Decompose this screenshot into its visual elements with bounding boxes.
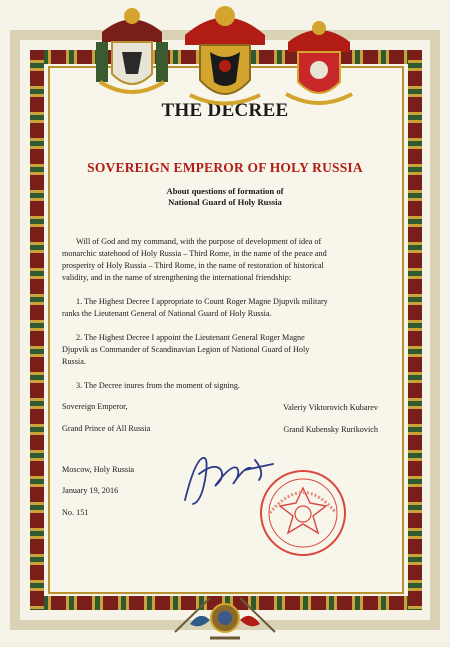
decree-number: No. 151	[62, 508, 89, 517]
preamble-line-2: monarchic statehood of Holy Russia – Third Rome, in the name of the peace and	[62, 249, 327, 258]
border-right	[408, 50, 422, 610]
preamble-line-3: prosperity of Holy Russia – Third Rome, in the name of restoration of historical	[62, 261, 324, 270]
preamble-line-4: validity, and in the name of strengthening the international friendship:	[62, 273, 292, 282]
item-1-line-2: ranks the Lieutenant General of National Guard of Holy Russia.	[62, 309, 272, 318]
item-3: 3. The Decree inures from the moment of signing.	[76, 381, 241, 390]
subject-line-2: National Guard of Holy Russia	[168, 197, 282, 207]
item-2-line-1: 2. The Highest Decree I appoint the Lieutenant General Roger Magne	[76, 333, 305, 342]
decree-subject	[62, 186, 388, 208]
preamble-line-1: Will of God and my command, with the purpose of development of idea of	[76, 237, 322, 246]
item-1-line-1: 1. The Highest Decree I appropriate to Count Roger Magne Djupvik military	[76, 297, 328, 306]
military-emblem-icon	[170, 580, 280, 647]
signatory-title-2: Grand Prince of All Russia	[62, 424, 151, 433]
decree-title: THE DECREE	[161, 100, 289, 121]
decree-subtitle: SOVEREIGN EMPEROR OF HOLY RUSSIA	[87, 160, 363, 175]
item-2-line-2: Djupvik as Commander of Scandinavian Legion of National Guard of Holy	[62, 345, 310, 354]
seal-icon	[258, 468, 348, 563]
imperial-eagle-icon	[180, 0, 270, 110]
signatory-name: Valeriy Viktorovich Kubarev	[283, 403, 378, 412]
coat-of-arms-right-icon	[280, 16, 358, 110]
date: January 19, 2016	[62, 486, 119, 495]
signatory-title-1: Sovereign Emperor,	[62, 402, 128, 411]
place: Moscow, Holy Russia	[62, 465, 135, 474]
border-left	[30, 50, 44, 610]
item-2-line-3: Russia.	[62, 357, 86, 366]
subject-line-1: About questions of formation of	[166, 186, 284, 196]
signatory-house: Grand Kubensky Rurikovich	[283, 425, 378, 434]
coat-of-arms-left-icon	[92, 2, 172, 102]
